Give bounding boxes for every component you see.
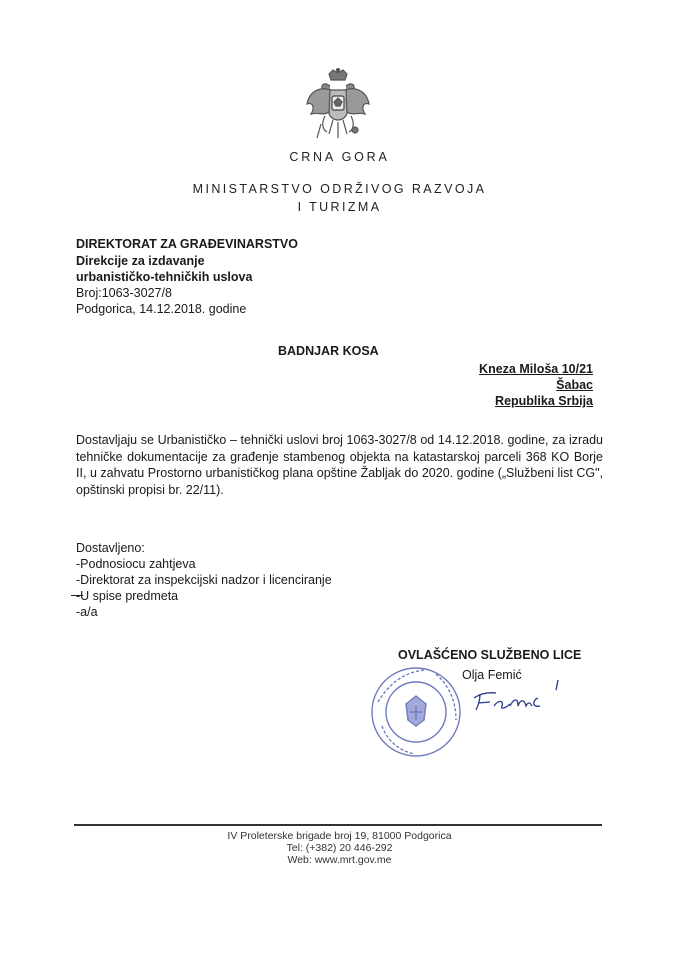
ministry-name-line1: MINISTARSTVO ODRŽIVOG RAZVOJA (192, 182, 487, 196)
country-name: CRNA GORA (289, 150, 390, 164)
distribution-item: -a/a (76, 605, 98, 619)
ministry-name-line2: I TURIZMA (297, 200, 382, 214)
distribution-item: -U spise predmeta (76, 589, 179, 603)
distribution-item: -Podnosiocu zahtjeva (76, 557, 196, 571)
montenegro-coat-of-arms-icon (303, 68, 373, 144)
official-stamp-icon (366, 662, 466, 762)
addressee-street: Kneza Miloša 10/21 (479, 362, 593, 376)
directorate-name: DIREKTORAT ZA GRAĐEVINARSTVO (76, 237, 298, 251)
distribution-title: Dostavljeno: (76, 541, 145, 555)
signature-icon (466, 676, 586, 716)
footer-divider (74, 824, 602, 826)
footer-address: IV Proleterske brigade broj 19, 81000 Podgorica (227, 830, 452, 842)
department-line2: urbanističko-tehničkih uslova (76, 270, 253, 284)
official-title: OVLAŠĆENO SLUŽBENO LICE (398, 648, 582, 662)
official-name: Olja Femić (462, 668, 522, 682)
place-and-date: Podgorica, 14.12.2018. godine (76, 302, 247, 316)
addressee-city: Šabac (556, 378, 593, 392)
department-line1: Direkcije za izdavanje (76, 254, 205, 268)
body-paragraph: Dostavljaju se Urbanističko – tehnički uslovi broj 1063-3027/8 od 14.12.2018. godine, za izradu tehničke dokumentacije za građenje stambenog objekta na katastarskoj parceli 368 KO Borje II, u zahvatu Prostorno urbanističkog plana opštine Žabljak do 2020. godine („Službeni list CG", opštinski propisi br. 22/11). (76, 433, 603, 497)
distribution-item: -Direktorat za inspekcijski nadzor i licenciranje (76, 573, 332, 587)
addressee-country: Republika Srbija (495, 394, 593, 408)
footer-phone: Tel: (+382) 20 446-292 (286, 842, 393, 854)
footer-web: Web: www.mrt.gov.me (287, 854, 392, 866)
document-number: Broj:1063-3027/8 (76, 286, 172, 300)
addressee-name: BADNJAR KOSA (278, 344, 379, 358)
